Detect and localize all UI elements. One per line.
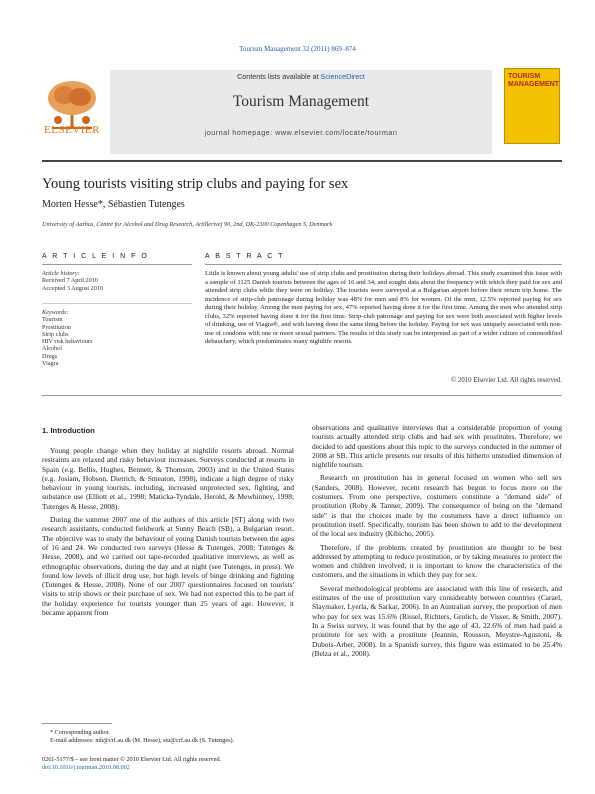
issn-block [42, 756, 302, 771]
keyword: Prostitution [42, 323, 71, 331]
paragraph: Young people change when they holiday at nightlife resorts abroad. Normal restraints are relaxed and risky behaviour increases. Surveys conducted at resorts in Spain (e.g. Bellis, Hughes, Bennett, & Thomson, 2003) and in the United States (e.g. Josiam, Hobson, Dietrich, & Smeaton, 1998), indicate a high degree of risky behaviour in young tourists, including, increased unprotected sex, fighting, and substance use (Elliott et al., 1998; Maticka-Tyndale, Herold, & Mewhinney, 1998; Tutenges & Hesse, 2008). [42, 446, 294, 511]
keyword: Alcohol [42, 345, 62, 353]
header-divider [42, 160, 562, 162]
history-label: Article history: [42, 270, 80, 277]
abstract-bottom-divider [42, 395, 562, 396]
sciencedirect-link[interactable]: ScienceDirect [320, 72, 365, 81]
journal-homepage[interactable]: journal homepage: www.elsevier.com/locate/tourman [204, 128, 398, 137]
journal-cover-title: TOURISM MANAGEMENT [508, 73, 559, 88]
abstract-divider [205, 264, 562, 265]
article-info-heading: A R T I C L E I N F O [42, 253, 149, 260]
paragraph: During the summer 2007 one of the authors of this article [ST] along with two research assistants, conducted fieldwork at Sunny Beach (SB), a Bulgarian resort. The objective was to study the behaviour of young Danish tourists between the ages of 16 and 24. We conducted two surveys (Hesse & Tutenges, 2008; Tutenges & Hesse, 2008), and we carried out tape-recorded qualitative interviews, as well as ethnographic observations, during the day and at night (see Tutenges, in press). We found low levels of illicit drug use, but high levels of binge drinking and fighting (Tutenges & Hesse, 2008). None of our 2007 questionnaires focused on tourists' visits to strip shows or their purchase of sex. We had not expected this to be part of the holiday experience for tourists younger than 25 years of age. However, it became apparent from [42, 515, 294, 618]
journal-name: Tourism Management [232, 93, 370, 110]
article-history [42, 270, 192, 292]
author-affiliation: University of Aarhus, Centre for Alcohol and Drug Research, Artillerivej 90, 2nd, DK-2300 Copenhagen S, Denmark [42, 221, 333, 228]
left-body-column [42, 446, 294, 621]
corresponding-author-note: * Corresponding author. [50, 729, 110, 736]
paragraph: observations and qualitative interviews that a considerable proportion of young tourists actually attended strip clubs and had sex with prostitutes. Therefore, we decided to add questions about this topic to the surveys conducted in the summer of 2008 at SB. This article presents our results of this hitherto unstudied dimension of nightlife tourism. [312, 423, 562, 470]
paragraph: Several methodological problems are associated with this line of research, and estimates of the use of prostitution vary considerably between countries (Carael, Slaymaker, Lyerla, & Sarkar, 2006). In an Australian survey, the proportion of men who pay for sex was 15.6% (Rissel, Richters, Grulich, de Visser, & Smith, 2007). In a Swiss survey, it was found that by the age of 43, 22.6% of men had paid a prostitute for sex with a prostitute (Jeannin, Rousson, Meystre-Agustoni, & Dubois-Arber, 2008). In a Spanish survey, this figure was estimated to be 25.4% (Belza et al., 2008). [312, 583, 562, 658]
keywords-divider [42, 303, 192, 304]
accepted-date: Accepted 3 August 2010 [42, 284, 104, 292]
article-authors: Morten Hesse*, Sébastien Tutenges [42, 199, 185, 210]
issn-line: 0261-5177/$ – see front matter © 2010 Elsevier Ltd. All rights reserved. [42, 756, 222, 763]
article-title: Young tourists visiting strip clubs and paying for sex [42, 176, 349, 192]
keyword: Viagra [42, 360, 59, 368]
abstract-heading: A B S T R A C T [205, 253, 285, 260]
abstract-copyright: © 2010 Elsevier Ltd. All rights reserved. [451, 377, 562, 384]
footnote-rule [42, 723, 112, 724]
journal-masthead [110, 70, 492, 154]
footnote-block [50, 729, 300, 744]
journal-citation[interactable]: Tourism Management 32 (2011) 869–874 [239, 45, 356, 53]
contents-prefix: Contents lists available at [237, 72, 321, 81]
article-info-divider [42, 264, 192, 265]
section-heading-introduction: 1. Introduction [42, 426, 95, 435]
email-addresses[interactable]: E-mail addresses: mh@crf.au.dk (M. Hesse), stu@crf.au.dk (S. Tutenges). [50, 736, 235, 744]
keyword: Strip clubs [42, 330, 69, 338]
received-date: Received 7 April 2010 [42, 277, 98, 285]
doi-link[interactable]: doi:10.1016/j.tourman.2010.08.002 [42, 763, 130, 771]
right-body-column [312, 423, 562, 662]
paragraph: Therefore, if the problems created by prostitution are thought to be best addressed by attempting to reduce prostitution, or by taking measures to protect the women and children involved, it is important to know the characteristics of the customers, and the situations in which they pay for sex. [312, 542, 562, 580]
contents-line [110, 72, 492, 81]
keyword: Tourism [42, 316, 63, 324]
keyword: Drugs [42, 352, 58, 360]
publisher-name: ELSEVIER [44, 124, 100, 136]
keyword: HIV risk behaviours [42, 338, 93, 346]
paragraph: Research on prostitution has in general focused on women who sell sex (Sanders, 2008). However, recent research has begun to focus more on the costumers. From one perspective, costumers constitute a "demand side" of prostitution (Roby & Tanner, 2009). The consequence of being on the "demand side" is that the choices made by the costumers have a direct influence on prostitution itself. Specifically, tourism has been shown to add to the development of the local sex industry (Kibicho, 2005). [312, 473, 562, 539]
keywords-block [42, 309, 192, 367]
keywords-label: Keywords: [42, 309, 69, 316]
abstract-text: Little is known about young adults' use of strip clubs and prostitution during their holidays abroad. This study examined this issue with a sample of 1125 Danish tourists between the ages of 16 and 34, and sought data about the frequency with which they paid for sex and attended strip clubs while they were on holiday. The tourists were surveyed at a Bulgarian airport before their return trip home. The incidence of strip-club patronage during holiday was 48% for men and 8% for women. Of the men, 12.5% reported paying for sex during their holiday. Among the men paying for sex, 47% reported having done it for the first time. Among the men who attended strip clubs, 32% reported having done it for the first time. Strip-club patronage and paying for sex were both associated with higher levels of drinking, use of Viagra®, and with having done the same thing before the holiday. Paying for sex was uniquely associated with non-use of condoms with one or more sexual partners. The results of this study can be interpreted as part of a wider culture of commodified debauchery, which predominates many nightlife resorts. [205, 270, 562, 345]
